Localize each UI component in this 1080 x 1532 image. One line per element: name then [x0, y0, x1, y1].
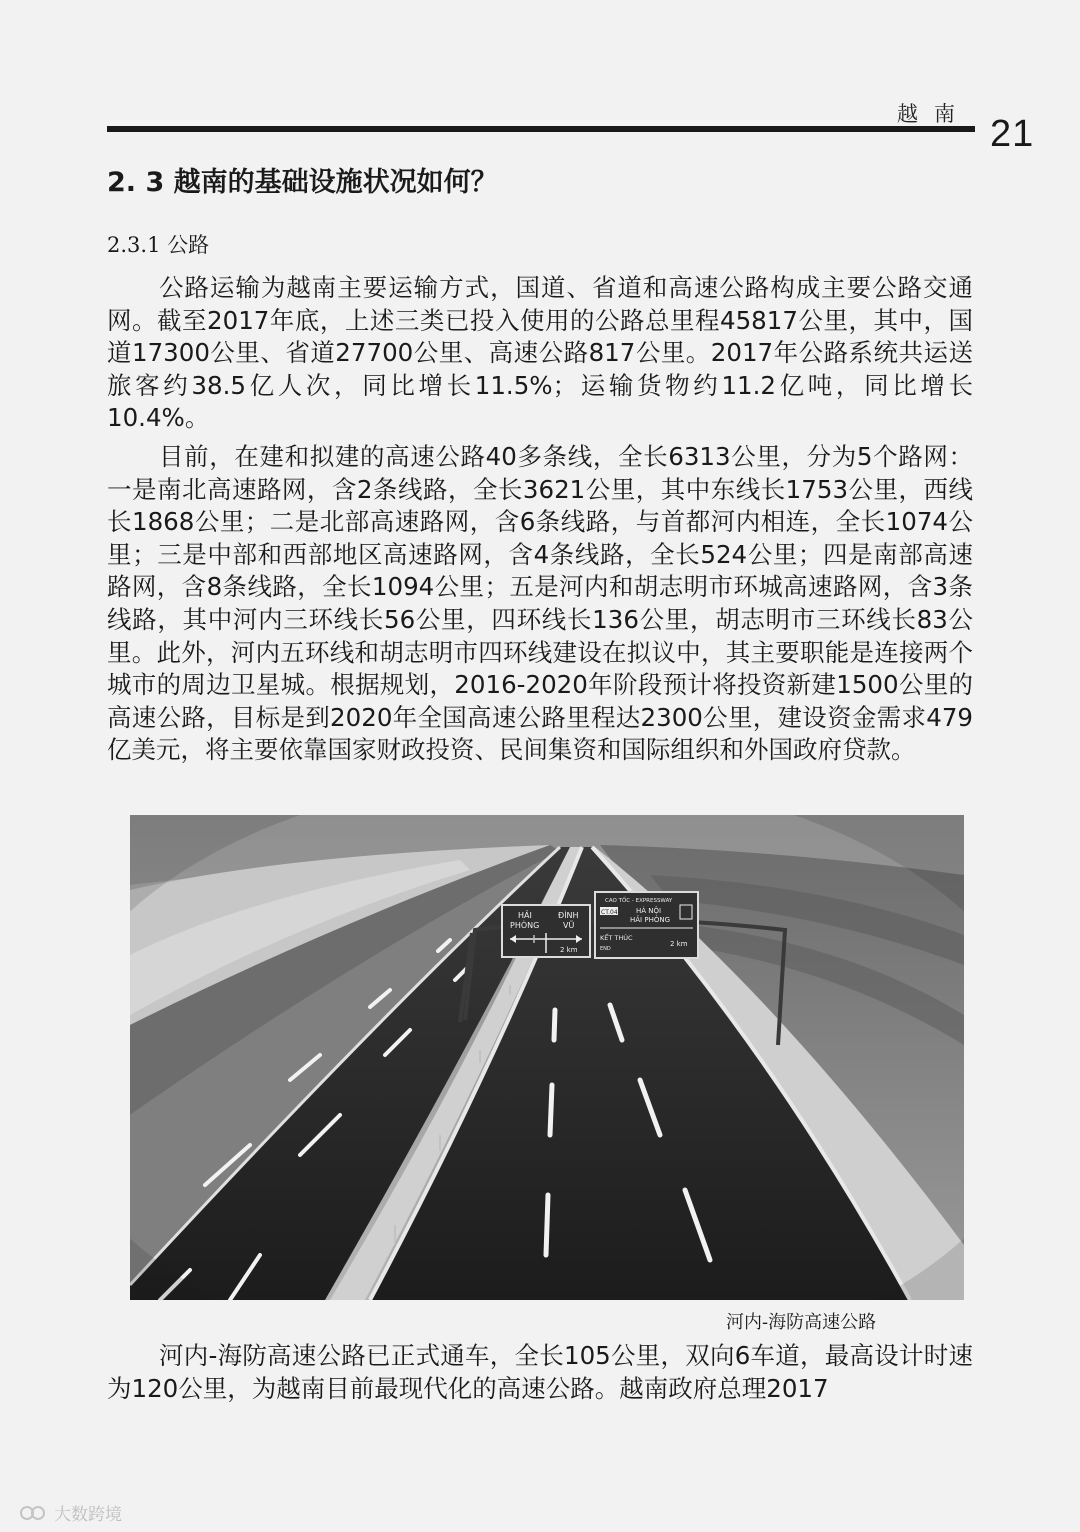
sign-right-end-label: KẾT THÚC [600, 934, 633, 942]
watermark-text: 大数跨境 [54, 1505, 122, 1525]
paragraph-expressway-plan: 目前，在建和拟建的高速公路40多条线，全长6313公里，分为5个路网：一是南北高速路网，含2条线路，全长3621公里，其中东线长1753公里，西线长1868公里；二是北部高速路网，含6条线路，与首都河内相连，全长1074公里；三是中部和西部地区高速路网，含4条线路，全长524公里；四是南部高速路网，含8条线路，全长1094公里；五是河内和胡志明市环城高速路网，含3条线路，其中河内三环线长56公里，四环线长136公里，胡志明市三环线长83公里。此外，河内五环线和胡志明市四环线建设在拟议中，其主要职能是连接两个城市的周边卫星城。根据规划，2016-2020年阶段预计将投资新建1500公里的高速公路，目标是到2020年全国高速公路里程达2300公里，建设资金需求479亿美元，将主要依靠国家财政投资、民间集资和国际组织和外国政府贷款。 [107, 442, 973, 765]
sign-right-badge: CT.04 [601, 909, 618, 916]
running-head: 越南 [897, 102, 971, 126]
section-title: 2. 3 越南的基础设施状况如何？ [107, 167, 498, 198]
sign-right-top: CAO TỐC - EXPRESSWAY [605, 898, 673, 904]
sign-left-line3: ĐÌNH [558, 911, 579, 920]
sign-right-line1: HÀ NỘI [636, 907, 662, 915]
page-number: 21 [990, 113, 1035, 155]
sign-left-line2: PHÒNG [510, 921, 540, 930]
paragraph-road-transport: 公路运输为越南主要运输方式，国道、省道和高速公路构成主要公路交通网。截至2017年底，上述三类已投入使用的公路总里程45817公里，其中，国道17300公里、省道27700公里、高速公路817公里。2017年公路系统共运送旅客约38.5亿人次，同比增长11.5%；运输货物约11.2亿吨，同比增长10.4%。 [107, 273, 973, 433]
paragraph-hanoi-haiphong: 河内-海防高速公路已正式通车，全长105公里，双向6车道，最高设计时速为120公里，为越南目前最现代化的高速公路。越南政府总理2017 [107, 1341, 973, 1403]
header-rule [107, 126, 975, 132]
sign-left-line1: HẢI [518, 911, 532, 920]
subsection-title: 2.3.1 公路 [107, 233, 210, 257]
sign-left-line4: VŨ [563, 921, 575, 930]
sign-right-line2: HẢI PHÒNG [630, 916, 670, 924]
sign-right-end-sub: END [600, 946, 611, 952]
sign-right-distance: 2 km [670, 940, 688, 948]
watermark [18, 1500, 122, 1525]
expressway-photo [130, 815, 964, 1300]
sign-left-distance: 2 km [560, 946, 578, 954]
photo-caption: 河内-海防高速公路 [726, 1312, 877, 1333]
watermark-logo-icon [18, 1504, 48, 1522]
